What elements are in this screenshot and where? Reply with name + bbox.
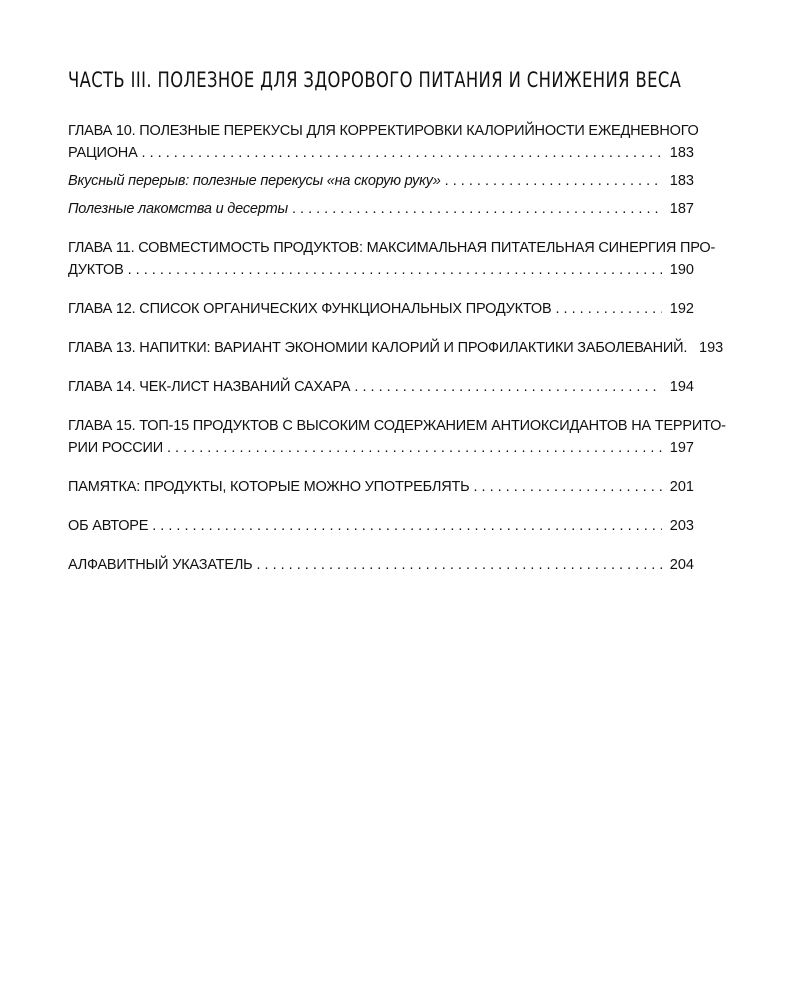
dot-leader — [292, 198, 662, 220]
dot-leader — [256, 554, 662, 576]
dot-leader — [167, 437, 662, 459]
toc-page-number: 194 — [669, 379, 694, 395]
toc-entry-chapter-15[interactable] — [68, 415, 726, 459]
toc-entry-title-line2: ДУКТОВ — [68, 262, 124, 278]
toc-entry-subsection-1[interactable] — [68, 170, 694, 192]
dot-leader — [555, 298, 662, 320]
toc-entry-chapter-14[interactable] — [68, 376, 694, 398]
toc-entry-title: АЛФАВИТНЫЙ УКАЗАТЕЛЬ — [68, 557, 253, 573]
toc-entry-title-line2: РИИ РОССИИ — [68, 440, 163, 456]
toc-entry-memo[interactable] — [68, 476, 694, 498]
dot-leader — [142, 142, 662, 164]
dot-leader — [152, 515, 662, 537]
toc-entry-title-line1: ГЛАВА 11. СОВМЕСТИМОСТЬ ПРОДУКТОВ: МАКСИМАЛЬНАЯ ПИТАТЕЛЬНАЯ СИНЕРГИЯ ПРО- — [68, 240, 716, 256]
toc-page-number: 193 — [699, 340, 724, 356]
toc-entry-chapter-11[interactable] — [68, 237, 716, 281]
toc-page-number: 190 — [669, 262, 694, 278]
toc-entry-title: ГЛАВА 12. СПИСОК ОРГАНИЧЕСКИХ ФУНКЦИОНАЛЬНЫХ ПРОДУКТОВ — [68, 301, 552, 317]
toc-entry-title-line1: ГЛАВА 15. ТОП-15 ПРОДУКТОВ С ВЫСОКИМ СОДЕРЖАНИЕМ АНТИОКСИДАНТОВ НА ТЕРРИТО- — [68, 418, 726, 434]
toc-entry-subsection-2[interactable] — [68, 198, 694, 220]
toc-entry-chapter-13[interactable] — [68, 337, 724, 359]
dot-leader — [445, 170, 662, 192]
toc-entry-title-line1: ГЛАВА 10. ПОЛЕЗНЫЕ ПЕРЕКУСЫ ДЛЯ КОРРЕКТИРОВКИ КАЛОРИЙНОСТИ ЕЖЕДНЕВНОГО — [68, 123, 699, 139]
toc-entry-title-line2: РАЦИОНА — [68, 145, 138, 161]
toc-entry-title: ПАМЯТКА: ПРОДУКТЫ, КОТОРЫЕ МОЖНО УПОТРЕБЛЯТЬ — [68, 479, 470, 495]
toc-page-number: 203 — [669, 518, 694, 534]
toc-page-number: 201 — [669, 479, 694, 495]
dot-leader — [128, 259, 662, 281]
dot-leader — [473, 476, 662, 498]
toc-entry-about-author[interactable] — [68, 515, 694, 537]
part-title: ЧАСТЬ III. ПОЛЕЗНОЕ ДЛЯ ЗДОРОВОГО ПИТАНИЯ И СНИЖЕНИЯ ВЕСА — [68, 68, 682, 92]
toc-entry-chapter-10[interactable] — [68, 120, 699, 164]
toc-entry-index[interactable] — [68, 554, 694, 576]
toc-entry-title: ГЛАВА 14. ЧЕК-ЛИСТ НАЗВАНИЙ САХАРА — [68, 379, 351, 395]
toc-entry-title: Полезные лакомства и десерты — [68, 201, 288, 217]
toc-entry-title: ГЛАВА 13. НАПИТКИ: ВАРИАНТ ЭКОНОМИИ КАЛОРИЙ И ПРОФИЛАКТИКИ ЗАБОЛЕВАНИЙ. — [68, 340, 688, 356]
dot-leader — [354, 376, 662, 398]
toc-page-number: 192 — [669, 301, 694, 317]
toc-page-number: 187 — [669, 201, 694, 217]
toc-page-number: 183 — [669, 173, 694, 189]
table-of-contents — [68, 120, 726, 576]
toc-page-number: 183 — [669, 145, 694, 161]
toc-page-number: 204 — [669, 557, 694, 573]
toc-page-number: 197 — [669, 440, 694, 456]
toc-entry-title: Вкусный перерыв: полезные перекусы «на скорую руку» — [68, 173, 441, 189]
toc-entry-title: ОБ АВТОРЕ — [68, 518, 149, 534]
toc-entry-chapter-12[interactable] — [68, 298, 694, 320]
